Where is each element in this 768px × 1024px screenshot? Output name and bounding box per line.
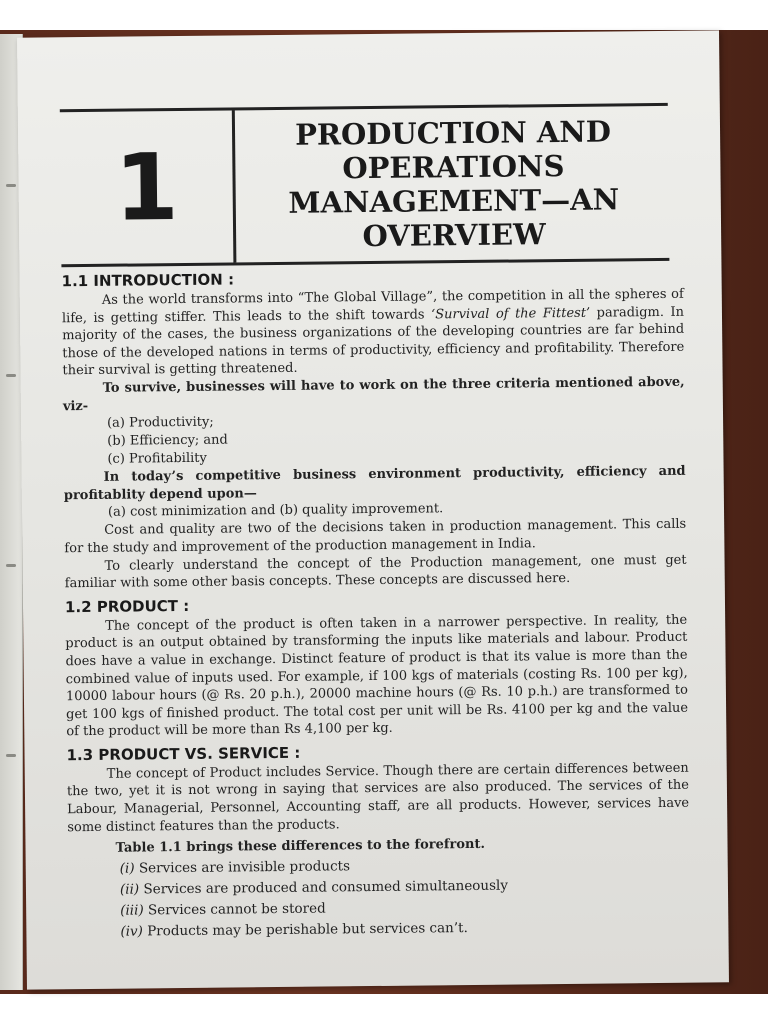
differences-list bbox=[68, 853, 691, 944]
intro-bold-statement-1: To survive, businesses will have to work on the three criteria mentioned above, viz- bbox=[62, 374, 685, 414]
list-item: (a) cost minimization and (b) quality improvement. bbox=[107, 501, 444, 521]
intro-paragraph-2: Cost and quality are two of the decisions taken in production management. This calls for the study and improvement of the production management in India. bbox=[64, 517, 687, 557]
section-heading-product: 1.2 PRODUCT : bbox=[64, 596, 190, 616]
item-number: (iii) bbox=[120, 902, 144, 919]
intro-text-b: paradigm. In majority of the cases, the business organizations of the developing countries are far behind those of the developed nations in terms of productivity, efficiency and profitability. Therefore their survival is getting threatened. bbox=[62, 304, 685, 379]
item-number: (ii) bbox=[119, 881, 140, 898]
chapter-number: 1 bbox=[114, 133, 180, 242]
intro-italic-phrase: ‘Survival of the Fittest’ bbox=[430, 305, 591, 322]
table-reference: Table 1.1 brings these differences to the forefront. bbox=[115, 837, 486, 856]
binding-stitch bbox=[6, 374, 16, 377]
binding-stitch bbox=[6, 564, 16, 567]
product-paragraph: The concept of the product is often taken in a narrower perspective. In reality, the product is an output obtained by transforming the inputs like materials and labour. Product does have a value in exchange. Distinct feature of product is that its value is more than the combined value of inputs used. For example, if 100 kgs of materials (costing Rs. 100 per kg), 10000 labour hours (@ Rs. 20 p.h.), 20000 machine hours (@ Rs. 10 p.h.) are transformed to get 100 kgs of finished product. The total cost per unit will be Rs. 4100 per kg and the value of the product will be more than Rs 4,100 per kg. bbox=[65, 612, 689, 740]
chapter-header bbox=[60, 103, 670, 267]
binding-stitch bbox=[6, 754, 16, 757]
item-text: Services cannot be stored bbox=[147, 900, 326, 919]
intro-bold-statement-2: In today’s competitive business environment productivity, efficiency and profitablity depend upon— bbox=[63, 463, 686, 503]
item-text: Products may be perishable but services can’t. bbox=[147, 920, 468, 940]
intro-paragraph-1 bbox=[62, 286, 685, 380]
section-heading-product-vs-service: 1.3 PRODUCT VS. SERVICE : bbox=[66, 743, 301, 765]
section-heading-introduction: 1.1 INTRODUCTION : bbox=[61, 270, 235, 291]
item-text: Services are produced and consumed simultaneously bbox=[143, 877, 509, 898]
intro-text-a: As the world transforms into “The Global Village”, the competition in all the spheres of life, is getting stiffer. This leads to the shift towards bbox=[61, 286, 684, 326]
book-page bbox=[17, 30, 729, 989]
item-text: Services are invisible products bbox=[138, 858, 351, 877]
item-number: (i) bbox=[119, 860, 135, 877]
chapter-title: PRODUCTION AND OPERATIONS MANAGEMENT—AN OVERVIEW bbox=[288, 114, 620, 254]
item-number: (iv) bbox=[120, 923, 143, 940]
intro-paragraph-3: To clearly understand the concept of the Production management, one must get familiar with some other basis concepts. These concepts are discussed here. bbox=[64, 552, 687, 592]
binding-stitch bbox=[6, 184, 16, 187]
header-divider bbox=[232, 110, 237, 262]
service-paragraph: The concept of Product includes Service. Though there are certain differences between the two, yet it is not wrong in saying that services are also produced. The services of the Labour, Managerial, Personnel, Accounting staff, are all products. However, services have some distinct features than the products. bbox=[66, 760, 690, 835]
list-item: (a) Productivity; bbox=[107, 414, 214, 431]
list-item: (b) Efficiency; and bbox=[107, 432, 228, 449]
page-content bbox=[61, 261, 690, 944]
list-item: (c) Profitability bbox=[107, 450, 207, 467]
criteria-list bbox=[63, 409, 686, 470]
